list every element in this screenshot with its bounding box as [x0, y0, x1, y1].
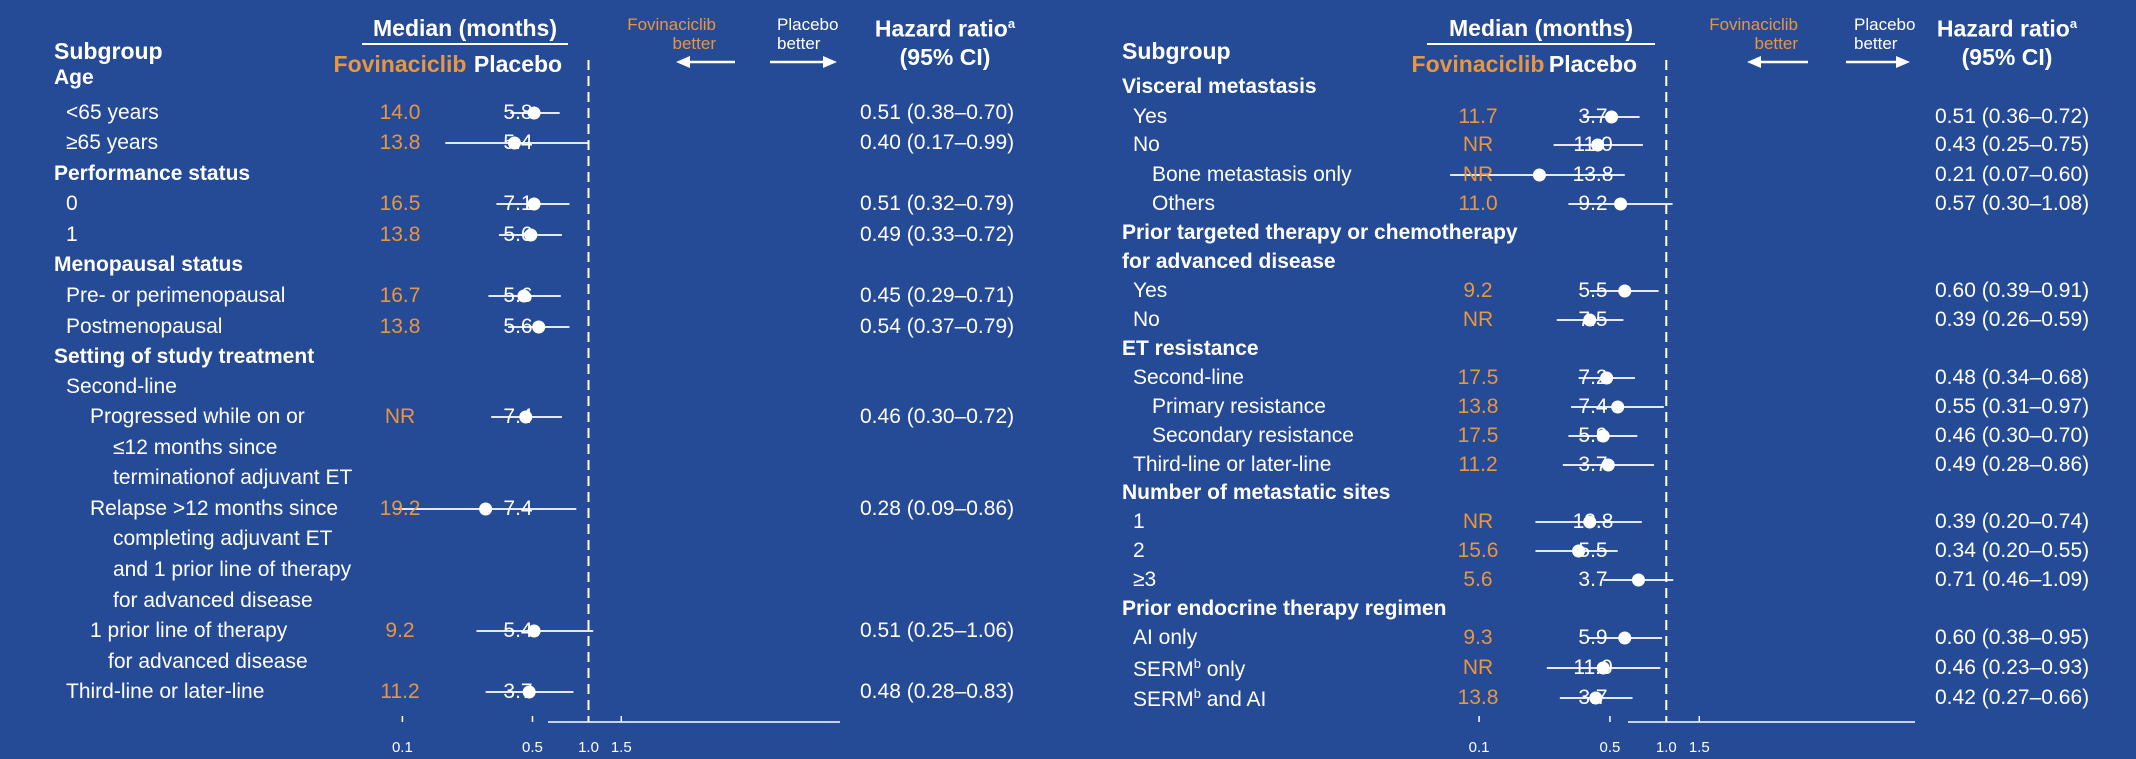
subgroup-label-text: ≥65 years [66, 131, 159, 154]
hazard-ratio-value: 0.21 (0.07–0.60) [1935, 163, 2090, 186]
subgroup-label-text: Setting of study treatment [54, 345, 315, 368]
subgroup-label-text: 0 [66, 192, 78, 215]
hazard-ratio-value: 0.55 (0.31–0.97) [1935, 395, 2090, 418]
placebo-median: 13.8 [1572, 510, 1614, 533]
placebo-median: 5.5 [1578, 279, 1608, 302]
placebo-median: 9.2 [1578, 192, 1608, 215]
hazard-ratio-value: 0.39 (0.20–0.74) [1935, 510, 2090, 533]
subgroup-label-text: Visceral metastasis [1122, 75, 1317, 98]
placebo-median: 3.7 [1578, 568, 1608, 591]
x-tick-label: 1.5 [1688, 739, 1710, 756]
hazard-ratio-title: Hazard ratio [874, 15, 1008, 42]
hazard-ratio-value: 0.46 (0.23–0.93) [1935, 656, 2090, 679]
subgroup-label-text: Prior targeted therapy or chemotherapy [1122, 221, 1518, 244]
placebo-median: 5.4 [503, 131, 533, 154]
subgroup-label-text: for advanced disease [108, 650, 308, 673]
fovinaciclib-median: 14.0 [379, 101, 421, 124]
x-tick-label: 0.1 [391, 739, 413, 756]
fovinaciclib-median: 11.7 [1458, 105, 1498, 128]
subgroup-label-text: AI only [1133, 626, 1198, 649]
favours-placebo-arrowhead [1896, 56, 1910, 68]
placebo-median: 7.4 [1578, 395, 1608, 418]
placebo-median: 7.2 [1578, 366, 1608, 389]
subgroup-label-text: <65 years [66, 101, 159, 124]
subgroup-label-text: completing adjuvant ET [113, 527, 333, 550]
x-tick-label: 0.5 [1599, 739, 1621, 756]
fovinaciclib-median: NR [1462, 656, 1494, 679]
subgroup-label [1133, 309, 1160, 330]
subgroup-label-text: Others [1152, 192, 1216, 215]
subgroup-header: Subgroup [1122, 38, 1231, 64]
subgroup-label-text: Postmenopausal [66, 315, 223, 338]
subgroup-label-text: ≤12 months since [113, 436, 278, 459]
subgroup-label-text: and 1 prior line of therapy [113, 558, 352, 581]
hr-point [1618, 285, 1631, 298]
fovinaciclib-median: 13.8 [1457, 395, 1499, 418]
placebo-median: 5.6 [503, 284, 533, 307]
subgroup-label-text: SERM [1133, 688, 1194, 711]
placebo-median: 3.7 [1578, 686, 1608, 709]
subgroup-label [1133, 687, 1266, 710]
placebo-median: 5.9 [1578, 626, 1608, 649]
hazard-ratio-value: 0.57 (0.30–1.08) [1935, 192, 2090, 215]
placebo-median: 7.4 [503, 497, 533, 520]
subgroup-label [1152, 425, 1354, 446]
subgroup-label-text: Relapse >12 months since [90, 497, 339, 520]
fovinaciclib-median: 15.6 [1457, 539, 1499, 562]
fovinaciclib-median: 11.2 [380, 680, 420, 703]
subgroup-label-text: Pre- or perimenopausal [66, 284, 286, 307]
subgroup-heading [1122, 338, 1259, 359]
placebo-median: 13.8 [1572, 163, 1614, 186]
hazard-ratio-value: 0.51 (0.38–0.70) [860, 101, 1015, 124]
placebo-median: 11.0 [1573, 656, 1613, 679]
subgroup-label [1133, 134, 1160, 155]
footnote-a-marker: a [2069, 16, 2078, 31]
subgroup-label-text: Prior endocrine therapy regimen [1122, 597, 1447, 620]
ci-header: (95% CI) [1961, 44, 2053, 70]
subgroup-label-text: Performance status [54, 162, 251, 185]
median-header: Median (months) [1449, 15, 1633, 41]
fovinaciclib-median: 13.8 [379, 131, 421, 154]
placebo-median: 7.1 [503, 192, 533, 215]
fovinaciclib-median: NR [384, 405, 416, 428]
placebo-better-label: Placebo better [777, 15, 839, 53]
fovinaciclib-median: 5.6 [1463, 568, 1493, 591]
subgroup-label-text: Second-line [66, 375, 177, 398]
fovinaciclib-median: 13.8 [1457, 686, 1499, 709]
hazard-ratio-value: 0.60 (0.39–0.91) [1935, 279, 2090, 302]
subgroup-label-text: 1 [1133, 510, 1145, 533]
footnote-b-marker: b [1193, 656, 1201, 671]
subgroup-label-text: SERM [1133, 658, 1194, 681]
hazard-ratio-value: 0.39 (0.26–0.59) [1935, 308, 2090, 331]
hr-point [1611, 401, 1624, 414]
subgroup-label-text: No [1133, 133, 1160, 156]
placebo-median: 7.5 [1578, 308, 1608, 331]
subgroup-label [1133, 280, 1167, 301]
subgroup-label-text: Age [54, 66, 94, 89]
placebo-median: 5.4 [503, 619, 533, 642]
hazard-ratio-value: 0.51 (0.36–0.72) [1935, 105, 2090, 128]
fovinaciclib-median: NR [1462, 163, 1494, 186]
hr-point [1614, 198, 1627, 211]
fovinaciclib-median: 9.3 [1463, 626, 1493, 649]
fovinaciclib-median: NR [1462, 308, 1494, 331]
subgroup-heading [1122, 251, 1336, 272]
hazard-ratio-title: Hazard ratio [1936, 15, 2070, 42]
placebo-col-header: Placebo [473, 51, 563, 77]
hazard-ratio-value: 0.60 (0.38–0.95) [1935, 626, 2090, 649]
median-header: Median (months) [373, 15, 557, 41]
subgroup-label-tail: and AI [1200, 688, 1267, 711]
hazard-ratio-value: 0.46 (0.30–0.72) [860, 405, 1015, 428]
subgroup-label-text: 2 [1133, 539, 1145, 562]
fovinaciclib-median: NR [1462, 510, 1494, 533]
hazard-ratio-value: 0.54 (0.37–0.79) [860, 315, 1015, 338]
placebo-median: 3.7 [1578, 105, 1608, 128]
x-tick-label: 0.5 [522, 739, 543, 756]
hazard-ratio-value: 0.51 (0.25–1.06) [860, 619, 1015, 642]
subgroup-label-tail: only [1200, 658, 1246, 681]
subgroup-heading [1122, 76, 1317, 97]
subgroup-label-text: ET resistance [1122, 337, 1259, 360]
placebo-median: 3.7 [503, 680, 533, 703]
fovinaciclib-median: 16.7 [379, 284, 421, 307]
favours-fovinaciclib-arrowhead [1747, 56, 1761, 68]
subgroup-label-text: for advanced disease [113, 589, 313, 612]
subgroup-label-text: Third-line or later-line [1133, 453, 1332, 476]
placebo-median: 5.8 [503, 101, 533, 124]
placebo-median: 3.7 [1578, 453, 1608, 476]
fovinaciclib-median: 16.5 [379, 192, 421, 215]
subgroup-label-text: Yes [1133, 105, 1168, 128]
footnote-a-marker: a [1007, 16, 1016, 31]
fovinaciclib-median: 13.8 [379, 315, 421, 338]
fovinaciclib-median: 19.2 [379, 497, 421, 520]
placebo-median: 5.9 [1578, 424, 1608, 447]
hazard-ratio-value: 0.49 (0.28–0.86) [1935, 453, 2090, 476]
subgroup-label [1152, 396, 1326, 417]
subgroup-label [1133, 106, 1167, 127]
subgroup-label-text: Secondary resistance [1152, 424, 1354, 447]
hazard-ratio-value: 0.51 (0.32–0.79) [860, 192, 1015, 215]
placebo-median: 11.0 [1573, 133, 1613, 156]
hazard-ratio-value: 0.42 (0.27–0.66) [1935, 686, 2090, 709]
hazard-ratio-value: 0.45 (0.29–0.71) [860, 284, 1015, 307]
subgroup-heading [1122, 598, 1446, 619]
hazard-ratio-value: 0.49 (0.33–0.72) [860, 223, 1015, 246]
fovinaciclib-median: NR [1462, 133, 1494, 156]
subgroup-label-text: ≥3 [1133, 568, 1157, 591]
subgroup-label-text: Number of metastatic sites [1122, 481, 1391, 504]
subgroup-label [1133, 367, 1244, 388]
fovinaciclib-median: 17.5 [1457, 424, 1499, 447]
fovinaciclib-median: 11.0 [1458, 192, 1498, 215]
x-tick-label: 1.0 [578, 739, 599, 756]
placebo-median: 5.5 [1578, 539, 1608, 562]
hazard-ratio-value: 0.43 (0.25–0.75) [1935, 133, 2090, 156]
placebo-median: 5.6 [503, 315, 533, 338]
subgroup-label-text: Primary resistance [1152, 395, 1326, 418]
x-tick-label: 1.0 [1655, 739, 1677, 756]
fovinaciclib-median: 9.2 [1463, 279, 1493, 302]
hazard-ratio-value: 0.71 (0.46–1.09) [1935, 568, 2090, 591]
subgroup-label [1152, 164, 1352, 185]
hazard-ratio-value: 0.46 (0.30–0.70) [1935, 424, 2090, 447]
x-tick-label: 0.1 [1468, 739, 1490, 756]
subgroup-label [1133, 627, 1197, 648]
footnote-b-marker: b [1193, 686, 1201, 701]
fovinaciclib-better-label: Fovinaciclib better [1709, 15, 1798, 53]
subgroup-label [1133, 540, 1145, 561]
placebo-col-header: Placebo [1548, 51, 1638, 77]
hazard-ratio-value: 0.40 (0.17–0.99) [860, 131, 1015, 154]
fovinaciclib-col-header: Fovinaciclib [333, 51, 467, 77]
subgroup-label-text: 1 prior line of therapy [90, 619, 288, 642]
subgroup-label [1133, 569, 1156, 590]
subgroup-label-text: terminationof adjuvant ET [113, 466, 353, 489]
fovinaciclib-col-header: Fovinaciclib [1411, 51, 1545, 77]
fovinaciclib-median: 13.8 [379, 223, 421, 246]
fovinaciclib-median: 17.5 [1457, 366, 1499, 389]
subgroup-label [1133, 511, 1145, 532]
subgroup-label-text: Third-line or later-line [66, 680, 265, 703]
hazard-ratio-value: 0.28 (0.09–0.86) [860, 497, 1015, 520]
subgroup-heading [1122, 222, 1518, 243]
hazard-ratio-value: 0.48 (0.34–0.68) [1935, 366, 2090, 389]
ci-header: (95% CI) [899, 44, 991, 70]
hr-point [1533, 169, 1546, 182]
subgroup-label-text: 1 [66, 223, 78, 246]
subgroup-label [1152, 193, 1215, 214]
placebo-median: 7.4 [503, 405, 533, 428]
fovinaciclib-median: 11.2 [1458, 453, 1498, 476]
subgroup-label-text: Yes [1133, 279, 1168, 302]
hazard-ratio-value: 0.34 (0.20–0.55) [1935, 539, 2090, 562]
hr-point [1618, 632, 1631, 645]
subgroup-label-text: Second-line [1133, 366, 1244, 389]
hazard-ratio-value: 0.48 (0.28–0.83) [860, 680, 1015, 703]
fovinaciclib-better-label: Fovinaciclib better [627, 15, 716, 53]
subgroup-label-text: Menopausal status [54, 253, 244, 276]
placebo-median: 5.6 [503, 223, 533, 246]
placebo-better-label: Placebo better [1854, 15, 1916, 53]
subgroup-label-text: No [1133, 308, 1160, 331]
fovinaciclib-median: 9.2 [385, 619, 415, 642]
hr-point [1632, 574, 1645, 587]
subgroup-label-text: Progressed while on or [90, 405, 305, 428]
subgroup-heading [1122, 482, 1390, 503]
subgroup-label [1133, 454, 1331, 475]
subgroup-label [1133, 657, 1245, 680]
subgroup-label-text: for advanced disease [1122, 250, 1336, 273]
x-tick-label: 1.5 [610, 739, 632, 756]
subgroup-label-text: Bone metastasis only [1152, 163, 1352, 186]
subgroup-header: Subgroup [54, 38, 163, 64]
